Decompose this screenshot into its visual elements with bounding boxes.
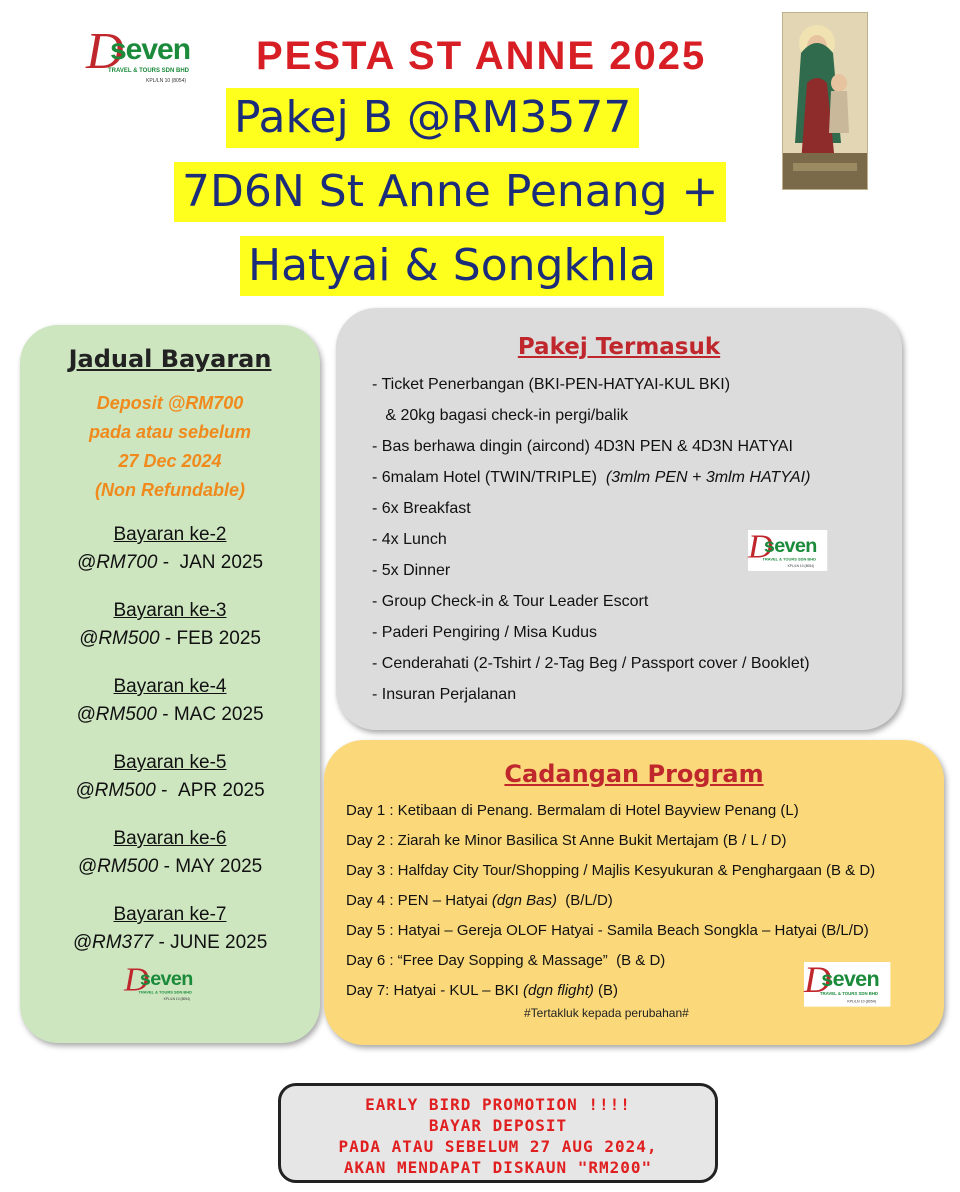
payment-label: Bayaran ke-4 <box>113 676 227 697</box>
hotel-note: (3mlm PEN + 3mlm HATYAI) <box>605 469 811 486</box>
payment-label: Bayaran ke-3 <box>113 600 227 621</box>
payment-item <box>20 673 320 729</box>
payment-item <box>20 901 320 957</box>
include-item: - 4x Lunch <box>372 531 447 548</box>
include-item: & 20kg bagasi check-in pergi/balik <box>372 407 629 424</box>
company-logo-small <box>124 963 203 1004</box>
package-duration: 7D6N St Anne Penang + <box>174 162 726 222</box>
payment-value: @RM500 - MAY 2025 <box>77 856 263 877</box>
logo-brand: seven <box>821 967 879 991</box>
include-item: - Paderi Pengiring / Misa Kudus <box>372 624 597 641</box>
deposit-line: Deposit @RM700 <box>96 393 244 413</box>
deposit-line: pada atau sebelum <box>88 422 252 442</box>
logo-brand: seven <box>763 534 817 557</box>
promo-line: PADA ATAU SEBELUM 27 AUG 2024, <box>338 1137 658 1156</box>
program-day: Day 6 : “Free Day Sopping & Massage” (B & D) <box>346 952 666 969</box>
package-destination: Hatyai & Songkhla <box>240 236 664 296</box>
program-day: Day 5 : Hatyai – Gereja OLOF Hatyai - Samila Beach Songkla – Hatyai (B/L/D) <box>346 922 869 939</box>
include-item: - Cenderahati (2-Tshirt / 2-Tag Beg / Passport cover / Booklet) <box>372 655 810 672</box>
program-day: Day 3 : Halfday City Tour/Shopping / Majlis Kesyukuran & Penghargaan (B & D) <box>346 862 876 879</box>
logo-subtitle: TRAVEL & TOURS SDN BHD <box>108 68 190 74</box>
company-logo-small <box>748 530 827 571</box>
logo-subtitle: TRAVEL & TOURS SDN BHD <box>138 990 192 995</box>
include-item: - Ticket Penerbangan (BKI-PEN-HATYAI-KUL BKI) <box>372 376 731 393</box>
program-day: Day 1 : Ketibaan di Penang. Bermalam di Hotel Bayview Penang (L) <box>346 802 799 819</box>
payment-label: Bayaran ke-6 <box>113 828 227 849</box>
payment-item <box>20 521 320 577</box>
payment-item <box>20 825 320 881</box>
company-logo-small <box>804 959 890 1007</box>
include-item: - 6malam Hotel (TWIN/TRIPLE) (3mlm PEN + 3mlm HATYAI) <box>372 469 811 486</box>
program-day: Day 7: Hatyai - KUL – BKI (dgn flight) (B) <box>346 982 619 999</box>
logo-reg: KPL/LN 10 (8054) <box>146 78 187 84</box>
include-item: - 6x Breakfast <box>372 500 471 517</box>
deposit-info <box>20 389 320 505</box>
package-includes-panel <box>336 308 902 730</box>
logo-brand: seven <box>139 967 193 990</box>
logo-letter: D <box>124 961 149 999</box>
deposit-line: 27 Dec 2024 <box>118 451 222 471</box>
logo-reg: KPL/LN 10 (8054) <box>787 564 815 569</box>
include-item: - 5x Dinner <box>372 562 451 579</box>
payment-label: Bayaran ke-2 <box>113 524 227 545</box>
logo-subtitle: TRAVEL & TOURS SDN BHD <box>762 557 816 562</box>
logo-letter: D <box>804 959 832 1001</box>
payment-item <box>20 749 320 805</box>
payment-value: @RM700 - JAN 2025 <box>76 552 264 573</box>
payment-label: Bayaran ke-5 <box>113 752 227 773</box>
logo-reg: KPL/LN 10 (8054) <box>163 997 191 1002</box>
deposit-line: (Non Refundable) <box>95 480 245 500</box>
payment-value: @RM500 - FEB 2025 <box>79 628 261 649</box>
logo-letter: D <box>86 23 124 80</box>
include-item: - Insuran Perjalanan <box>372 686 517 703</box>
logo-brand: seven <box>110 33 191 66</box>
payment-value: @RM500 - MAC 2025 <box>76 704 264 725</box>
include-item: - Bas berhawa dingin (aircond) 4D3N PEN & 4D3N HATYAI <box>372 438 793 455</box>
promo-line: AKAN MENDAPAT DISKAUN "RM200" <box>343 1158 653 1177</box>
schedule-title: Jadual Bayaran <box>68 345 272 373</box>
package-price: Pakej B @RM3577 <box>226 88 639 148</box>
program-day: Day 2 : Ziarah ke Minor Basilica St Anne Bukit Mertajam (B / L / D) <box>346 832 787 849</box>
event-title: PESTA ST ANNE 2025 <box>256 34 707 78</box>
payment-schedule-panel <box>20 325 320 1043</box>
program-note: #Tertakluk kepada perubahan# <box>524 1006 689 1020</box>
early-bird-promo <box>278 1083 718 1183</box>
logo-letter: D <box>748 528 773 566</box>
payment-value: @RM500 - APR 2025 <box>75 780 265 801</box>
st-anne-image <box>782 12 868 190</box>
include-item: - Group Check-in & Tour Leader Escort <box>372 593 649 610</box>
includes-title: Pakej Termasuk <box>517 334 721 360</box>
program-panel <box>324 740 944 1045</box>
logo-subtitle: TRAVEL & TOURS SDN BHD <box>819 992 879 997</box>
program-day: Day 4 : PEN – Hatyai (dgn Bas) (B/L/D) <box>346 892 613 909</box>
logo-reg: KPL/LN 10 (8054) <box>847 999 877 1004</box>
payment-label: Bayaran ke-7 <box>113 904 227 925</box>
promo-line: BAYAR DEPOSIT <box>428 1116 568 1135</box>
program-title: Cadangan Program <box>504 760 764 788</box>
company-logo <box>86 23 206 88</box>
payment-value: @RM377 - JUNE 2025 <box>72 932 268 953</box>
promo-line: EARLY BIRD PROMOTION !!!! <box>365 1095 631 1114</box>
payment-item <box>20 597 320 653</box>
